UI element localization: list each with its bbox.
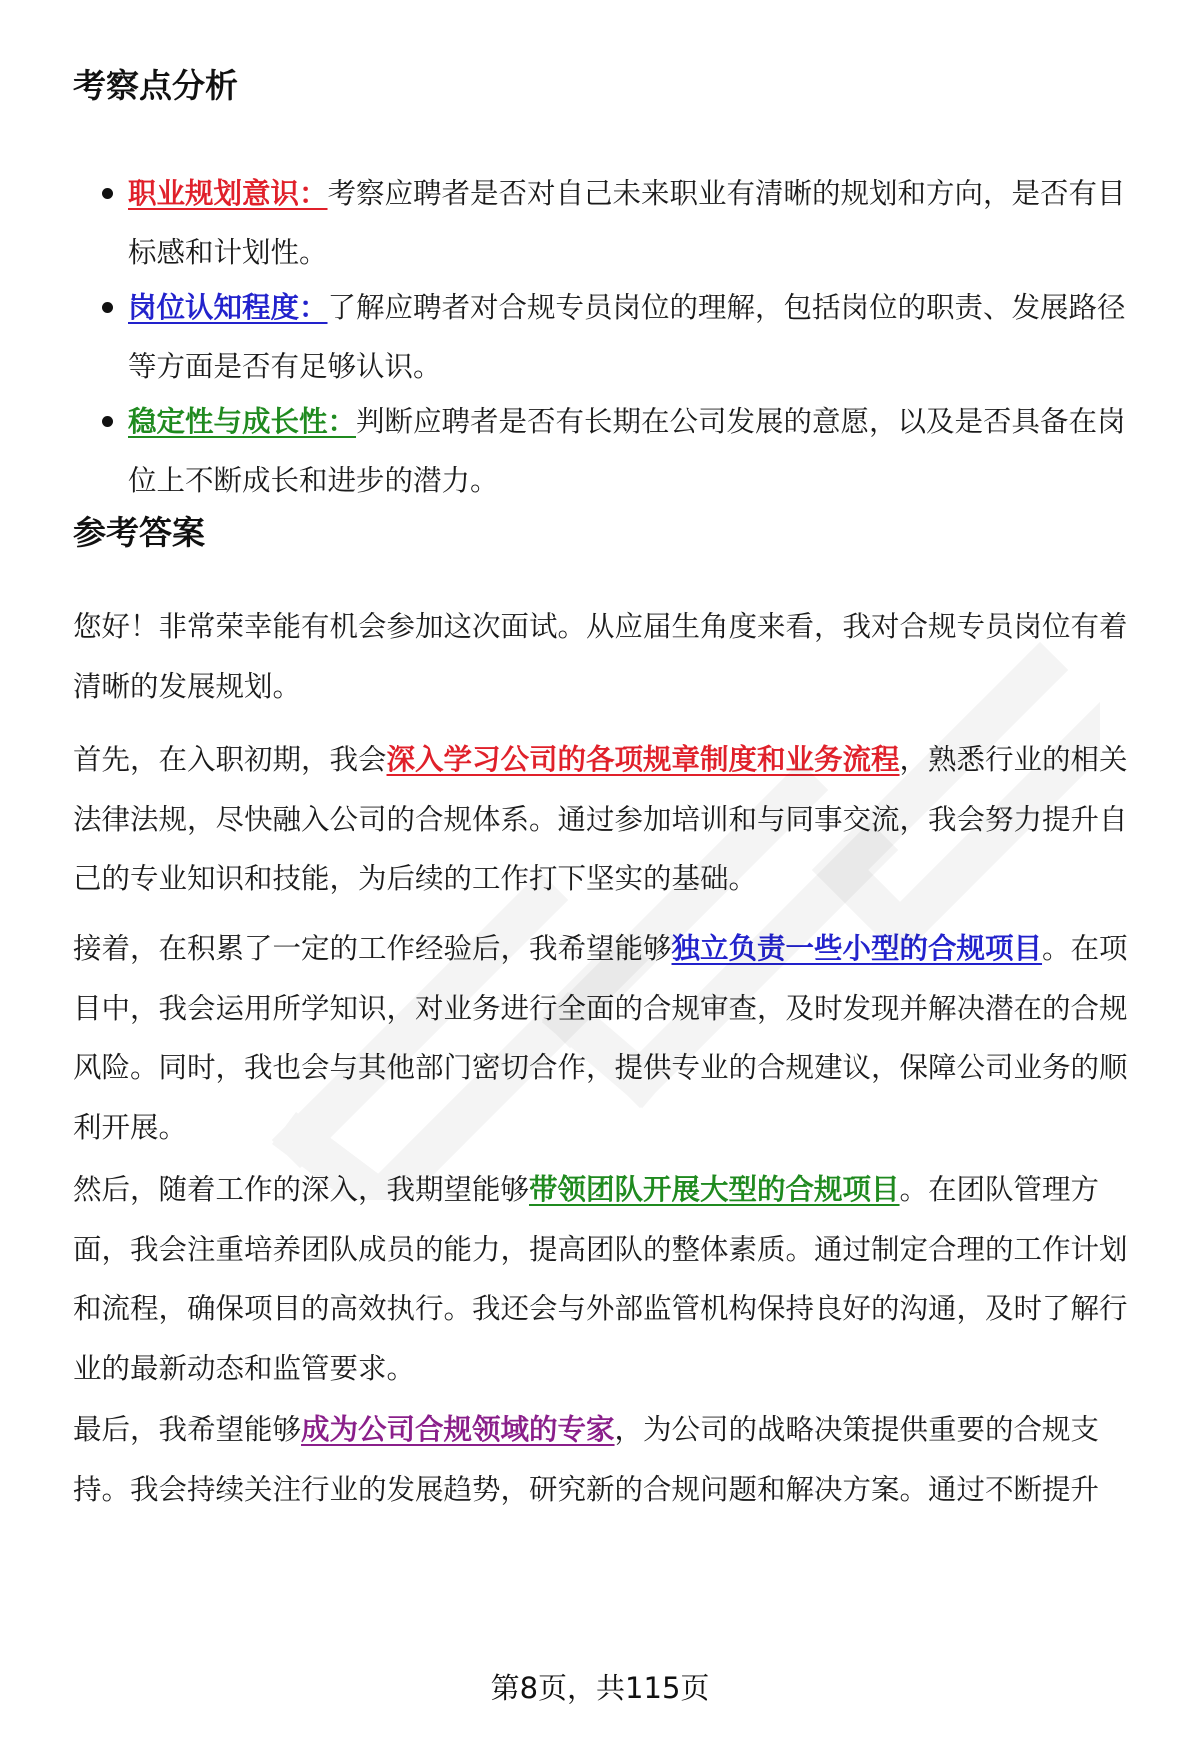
paragraph-text: 最后，我希望能够 (73, 1413, 302, 1446)
section-title-answer: 参考答案 (73, 513, 205, 552)
bullet-icon (102, 188, 113, 199)
item-label-career-planning: 职业规划意识： (128, 177, 328, 210)
answer-paragraph-1: 您好！非常荣幸能有机会参加这次面试。从应届生角度来看，我对合规专员岗位有着清晰的发展规划。 (73, 610, 1128, 703)
item-text: 判断应聘者是否有长期在公司发展的意愿，以及是否具备在岗位上不断成长和进步的潜力。 (128, 405, 1126, 497)
bullet-icon (102, 416, 113, 427)
answer-paragraph-3 (73, 919, 1148, 1157)
list-item (128, 392, 1146, 510)
answer-paragraph-2 (73, 730, 1148, 909)
answer-paragraph-5 (73, 1400, 1148, 1519)
paragraph-text: 。在团队管理方面，我会注重培养团队成员的能力，提高团队的整体素质。通过制定合理的工作计划和流程，确保项目的高效执行。我还会与外部监管机构保持良好的沟通，及时了解行业的最新动态和监管要求。 (73, 1173, 1128, 1385)
highlight-text: 成为公司合规领域的专家 (301, 1413, 615, 1446)
paragraph-text: 首先，在入职初期，我会 (73, 743, 387, 776)
item-label-stability-growth: 稳定性与成长性： (128, 405, 357, 438)
analysis-list (128, 164, 1146, 510)
paragraph-text: 接着，在积累了一定的工作经验后，我希望能够 (73, 932, 672, 965)
highlight-text: 深入学习公司的各项规章制度和业务流程 (386, 743, 900, 776)
paragraph-text: 。在项目中，我会运用所学知识，对业务进行全面的合规审查，及时发现并解决潜在的合规风险。同时，我也会与其他部门密切合作，提供专业的合规建议，保障公司业务的顺利开展。 (73, 932, 1128, 1144)
item-text: 考察应聘者是否对自己未来职业有清晰的规划和方向，是否有目标感和计划性。 (128, 177, 1126, 269)
answer-paragraph-4 (73, 1160, 1148, 1398)
highlight-text: 独立负责一些小型的合规项目 (671, 932, 1043, 965)
highlight-text: 带领团队开展大型的合规项目 (529, 1173, 900, 1206)
paragraph-text: 然后，随着工作的深入，我期望能够 (73, 1173, 530, 1206)
page-number: 第8页，共115页 (490, 1671, 710, 1705)
item-label-role-awareness: 岗位认知程度： (128, 291, 328, 324)
bullet-icon (102, 302, 113, 313)
paragraph-text: ，熟悉行业的相关法律法规，尽快融入公司的合规体系。通过参加培训和与同事交流，我会努力提升自己的专业知识和技能，为后续的工作打下坚实的基础。 (73, 743, 1128, 895)
section-title-analysis: 考察点分析 (73, 66, 238, 105)
list-item (128, 164, 1146, 282)
item-text: 了解应聘者对合规专员岗位的理解，包括岗位的职责、发展路径等方面是否有足够认识。 (128, 291, 1126, 383)
paragraph-text: ，为公司的战略决策提供重要的合规支持。我会持续关注行业的发展趋势，研究新的合规问题和解决方案。通过不断提升 (73, 1413, 1100, 1506)
list-item (128, 278, 1146, 396)
